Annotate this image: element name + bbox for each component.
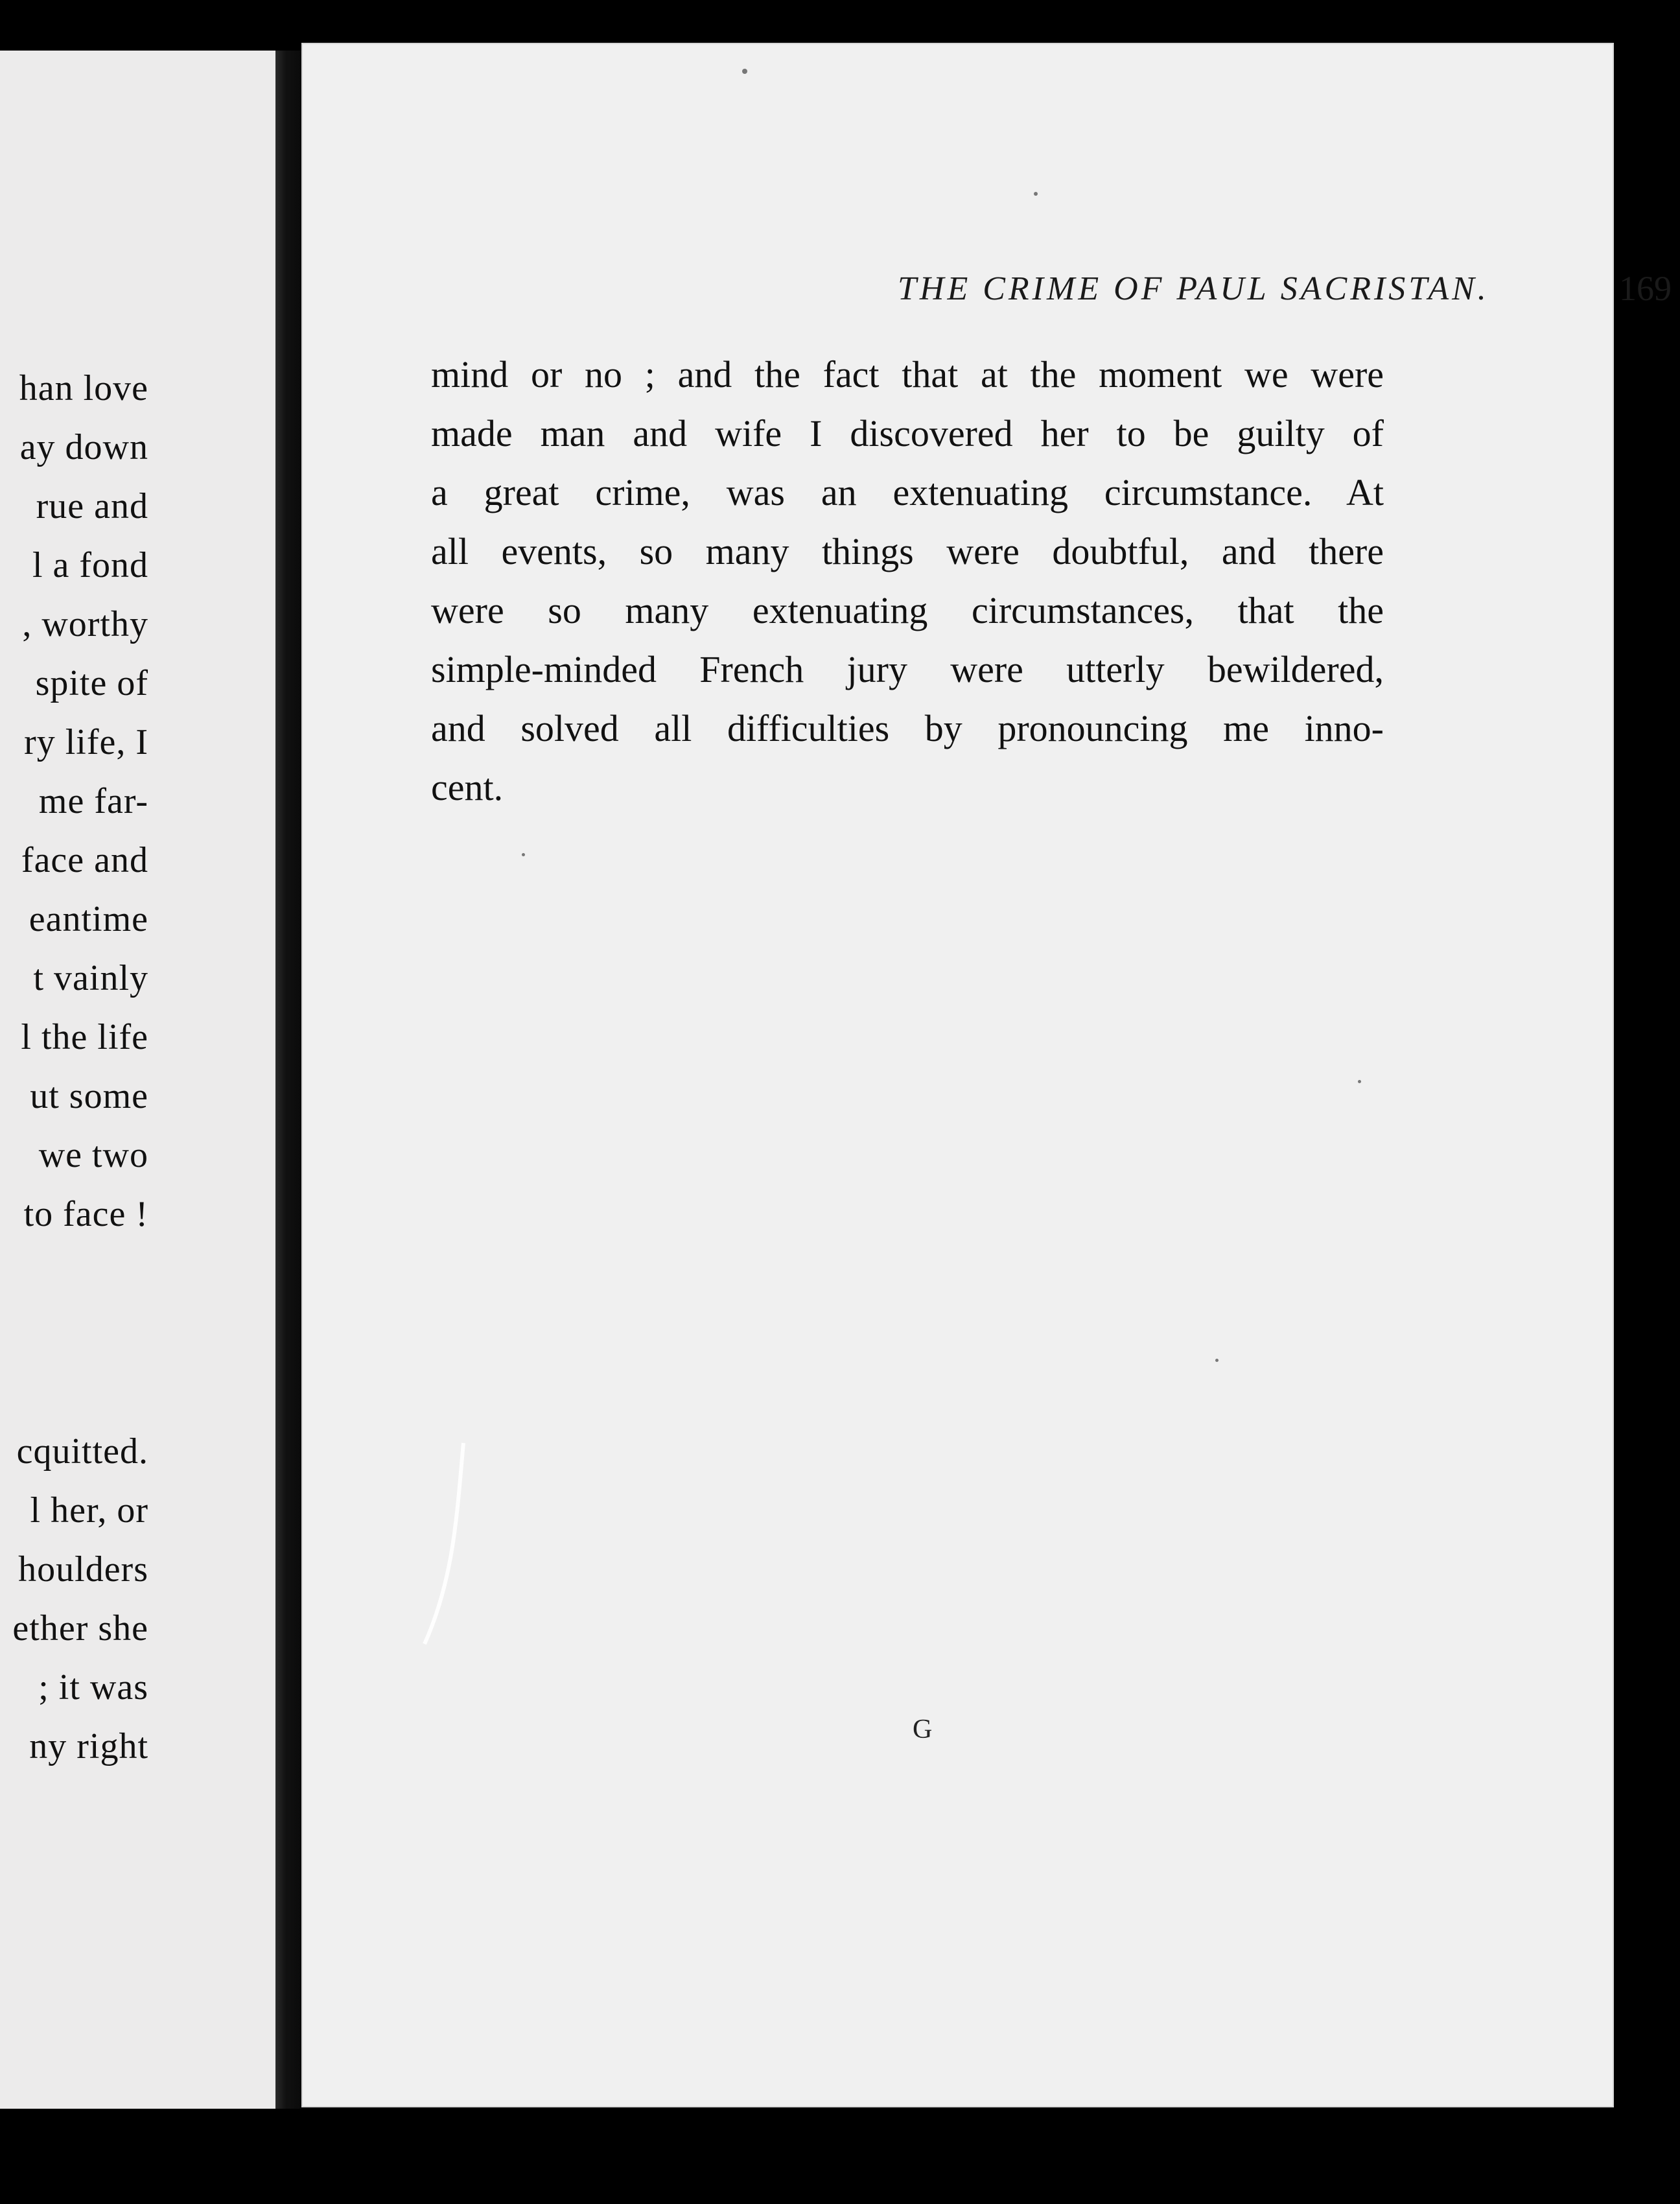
left-line: l the life [21, 1017, 148, 1057]
left-line: ; it was [38, 1667, 148, 1707]
left-line: han love [19, 368, 148, 408]
left-line: face and [21, 840, 148, 880]
paragraph-gap [0, 1244, 148, 1422]
left-page-text [0, 359, 148, 1776]
body-line: cent. [431, 766, 504, 808]
left-line: ny right [29, 1726, 148, 1766]
left-line: spite of [35, 663, 148, 703]
book-gutter [275, 51, 301, 2109]
left-line: l her, or [30, 1490, 148, 1530]
left-line: we two [38, 1135, 148, 1175]
paper-speck [1358, 1080, 1361, 1083]
left-line: ether she [12, 1608, 148, 1648]
left-line: to face ! [23, 1194, 148, 1234]
paper-speck [742, 69, 747, 74]
body-line: were so many extenuating circumstances, that the [431, 589, 1384, 631]
left-line: rue and [36, 486, 148, 526]
body-line: and solved all difficulties by pronouncing me inno- [431, 707, 1384, 749]
left-facing-page [0, 51, 275, 2109]
body-line: mind or no ; and the fact that at the moment we were [431, 353, 1384, 395]
left-line: cquitted. [16, 1431, 148, 1471]
paper-speck [1215, 1359, 1219, 1362]
left-line: eantime [29, 899, 148, 939]
body-line: a great crime, was an extenuating circumstance. At [431, 471, 1384, 513]
left-line: me far- [38, 781, 148, 821]
body-text [431, 345, 1384, 817]
running-head-title: THE CRIME OF PAUL SACRISTAN. [898, 270, 1489, 307]
left-line: ay down [19, 427, 148, 467]
paper-scratch [418, 1436, 476, 1650]
paper-speck [522, 853, 525, 856]
right-page [301, 43, 1672, 2107]
body-line: simple-minded French jury were utterly bewildered, [431, 648, 1384, 690]
body-line: made man and wife I discovered her to be guilty of [431, 412, 1384, 454]
body-line: all events, so many things were doubtful, and there [431, 530, 1384, 572]
running-head [600, 270, 1680, 328]
left-line: t vainly [33, 958, 148, 998]
left-line: , worthy [22, 604, 148, 644]
left-line: ut some [30, 1076, 148, 1116]
left-line: houlders [18, 1549, 148, 1589]
paper-speck [1034, 192, 1038, 196]
left-line: l a fond [32, 545, 148, 585]
page-number: 169 [1619, 269, 1672, 308]
signature-mark: G [913, 1715, 933, 1744]
left-line: ry life, I [24, 722, 148, 762]
